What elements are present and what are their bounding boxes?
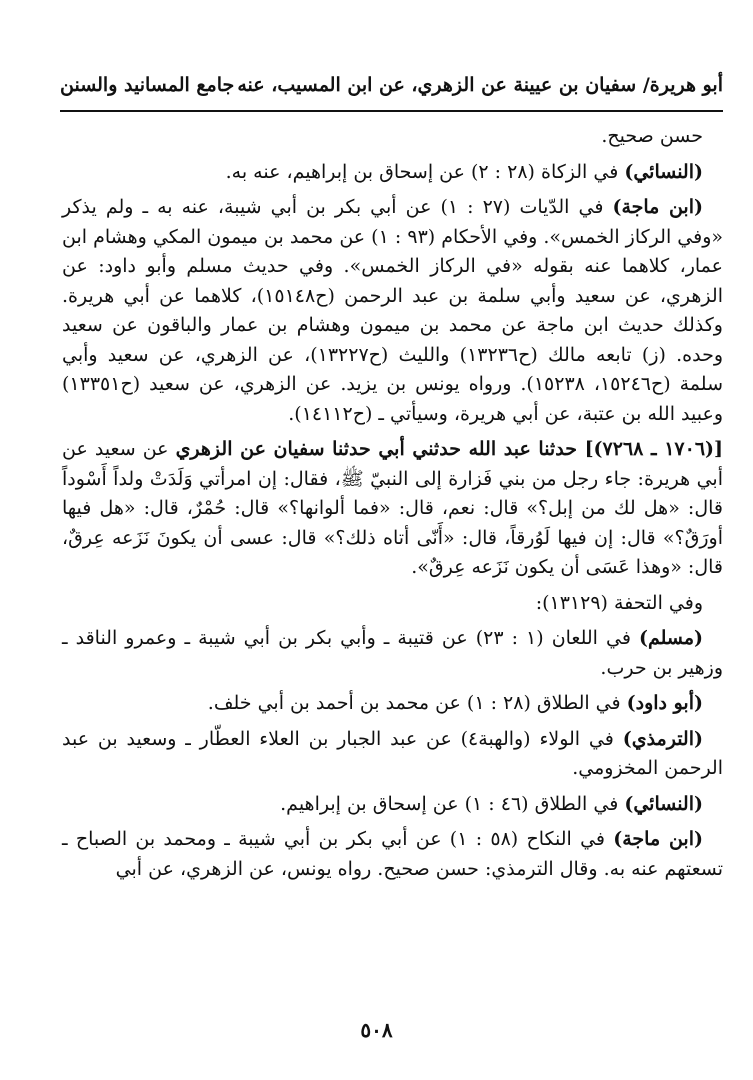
- page-number: ٥٠٨: [360, 1018, 393, 1042]
- paragraph-text: في اللعان (١ : ٢٣) عن قتيبة ـ وأبي بكر بن أبي شيبة ـ وعمرو الناقد ـ وزهير بن حرب.: [62, 627, 723, 679]
- hadith-heading: [(١٧٠٦ ـ ٧٢٦٨)] حدثنا عبد الله حدثني أبي حدثنا سفيان عن الزهري: [175, 438, 724, 460]
- paragraph-text: وفي التحفة (١٣١٢٩):: [535, 591, 703, 614]
- paragraph-text: عن سعيد عن أبي هريرة: جاء رجل من بني فَزارة إلى النبيّ ﷺ، فقال: إن امرأتي وَلَدَتْ ولداً أَسْوداً قال: «هل لك من إبل؟» قال: نعم، قال: «فما ألوانها؟» قال: حُمْرٌ، قال: «هل فيها أورَقٌ؟» قال: إن فيها لَوُرقاً، قال: «أَنّى أتاه ذلك؟» قال: عسى أن يكونَ نَزَعه عِرقٌ، قال: «وهذا عَسَى أن يكون نَزَعه عِرقٌ».: [62, 438, 723, 578]
- paragraph: [62, 725, 723, 784]
- header-book-title: جامع المسانيد والسنن: [60, 74, 235, 96]
- paragraph-text: في الطلاق (٢٨ : ١) عن محمد بن أحمد بن أبي خلف.: [207, 692, 627, 714]
- paragraph: [62, 624, 723, 683]
- paragraph: [62, 158, 723, 188]
- paragraph-text: في الطلاق (٤٦ : ١) عن إسحاق بن إبراهيم.: [280, 792, 625, 815]
- page-body: [62, 122, 723, 890]
- source-label: (أبو داود): [626, 692, 703, 714]
- paragraph-text: في الزكاة (٢٨ : ٢) عن إسحاق بن إبراهيم، عنه به.: [225, 160, 625, 183]
- source-label: (ابن ماجة): [612, 196, 703, 218]
- paragraph-text: في الدّيات (٢٧ : ١) عن أبي بكر بن أبي شيبة، عنه به ـ ولم يذكر «وفي الركاز الخمس». وفي الأحكام (٩٣ : ١) عن محمد بن ميمون المكي وهشام ابن عمار، كلاهما عنه بقوله «في الركاز الخمس». وفي حديث مسلم وأبو داود: عن الزهري، عن سعيد وأبي سلمة بن عبد الرحمن (ح١٥١٤٨)، كلاهما عن أبي هريرة. وكذلك حديث ابن ماجة عن محمد بن ميمون وهشام بن عمار والباقون عن سعيد وحده. (ز) تابعه مالك (ح١٣٢٣٦) والليث (ح١٣٢٢٧)، عن الزهري، عن سعيد وأبي سلمة (ح١٥٢٤٦، ١٥٢٣٨). ورواه يونس بن يزيد. عن الزهري، عن سعيد (ح١٣٣٥١) وعبيد الله بن عتبة، عن أبي هريرة، وسيأتي ـ (ح١٤١١٢).: [62, 196, 724, 425]
- paragraph: [62, 193, 723, 429]
- paragraph-text: حسن صحيح.: [601, 125, 703, 147]
- paragraph: [62, 825, 723, 884]
- source-label: (مسلم): [638, 627, 703, 649]
- paragraph-text: في النكاح (٥٨ : ١) عن أبي بكر بن أبي شيبة ـ ومحمد بن الصباح ـ تسعتهم عنه به. وقال الترمذي: حسن صحيح. رواه يونس، عن الزهري، عن أبي: [62, 828, 723, 880]
- source-label: (ابن ماجة): [613, 828, 703, 850]
- source-label: (الترمذي): [622, 727, 703, 750]
- hadith-paragraph: [62, 435, 723, 583]
- source-label: (النسائي): [624, 160, 703, 183]
- header-rule: [60, 110, 723, 112]
- running-header: [60, 74, 723, 104]
- header-chapter: أبو هريرة/ سفيان بن عيينة عن الزهري، عن ابن المسيب، عنه: [237, 74, 723, 96]
- paragraph: [62, 122, 723, 152]
- paragraph: [62, 689, 723, 719]
- paragraph: [62, 790, 723, 820]
- source-label: (النسائي): [624, 792, 703, 815]
- paragraph: [62, 589, 723, 619]
- paragraph-text: في الولاء (والهبة٤) عن عبد الجبار بن العلاء العطّار ـ وسعيد بن عبد الرحمن المخزومي.: [62, 727, 723, 779]
